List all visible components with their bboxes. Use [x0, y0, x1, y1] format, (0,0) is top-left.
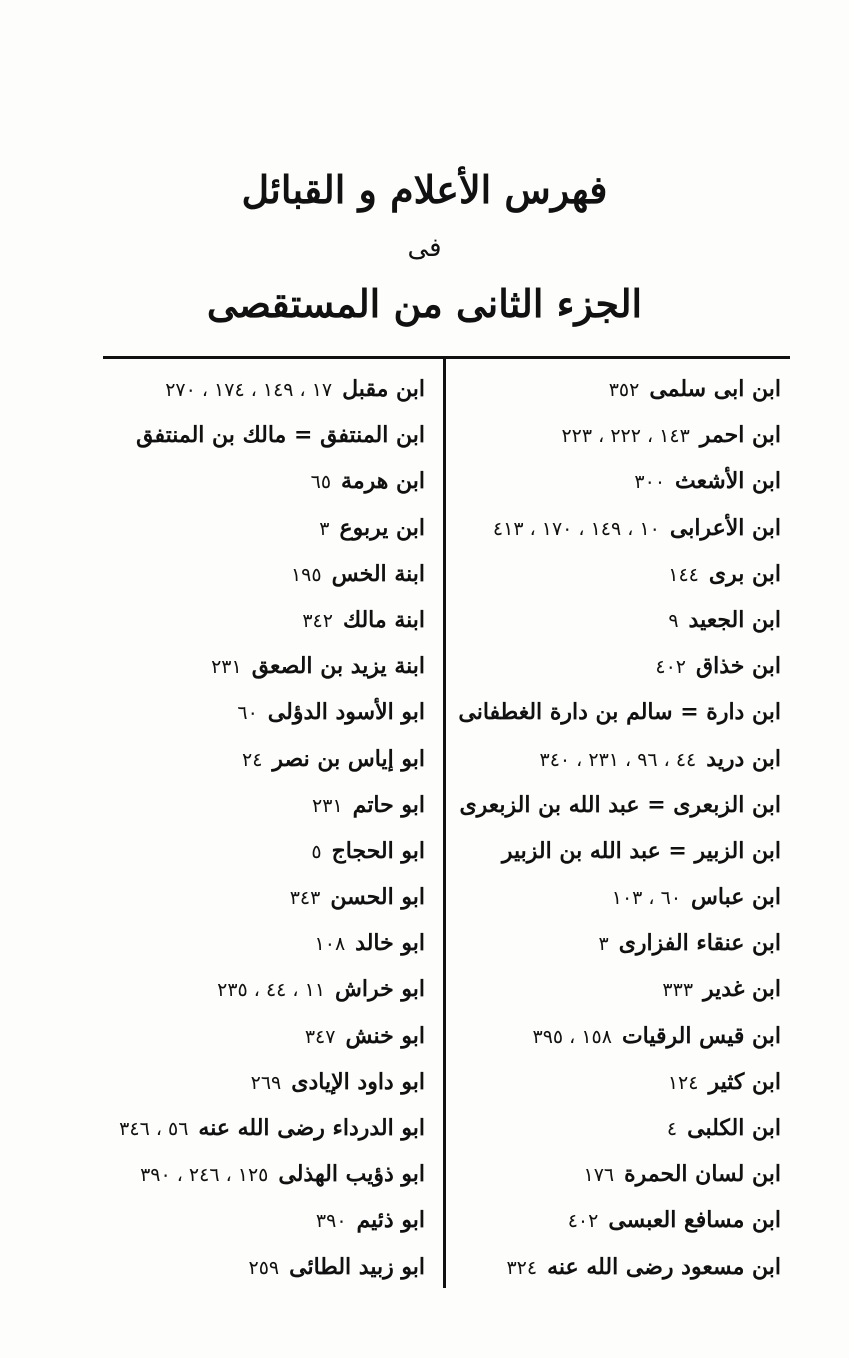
index-column-left — [95, 366, 425, 1290]
entry-pages: ٤ — [666, 1118, 678, 1140]
entry-pages: ٣٢٤ — [506, 1256, 538, 1279]
entry-pages: ١٧٦ — [583, 1164, 615, 1187]
entry-name: ابن دريد — [706, 745, 781, 772]
entry-name: ابن الكلبى — [687, 1115, 781, 1141]
index-entry — [421, 1013, 781, 1059]
entry-name: ابو زبيد الطائى — [289, 1253, 425, 1280]
entry-name: ابو الحسن — [330, 884, 425, 911]
index-entry — [95, 412, 425, 458]
entry-name: ابنة الخس — [331, 560, 425, 587]
entry-name: ابنة مالك — [342, 606, 425, 633]
entry-pages: ٣٣٣ — [662, 979, 694, 1002]
title-connector: فى — [407, 233, 442, 263]
entry-name: ابن المنتفق = مالك بن المنتفق — [136, 422, 425, 449]
entry-name: ابن عنقاء الفزارى — [618, 930, 781, 957]
index-entry — [95, 1059, 425, 1105]
entry-pages: ١٥٨ ، ٣٩٥ — [532, 1025, 612, 1048]
index-entry — [95, 689, 425, 735]
entry-name: ابن الجعيد — [688, 606, 781, 633]
index-column-right — [421, 366, 781, 1290]
entry-pages: ١٤٣ ، ٢٢٢ ، ٢٢٣ — [561, 425, 690, 448]
index-entry — [95, 366, 425, 412]
entry-name: ابن الزبير = عبد الله بن الزبير — [501, 837, 781, 864]
entry-pages: ١٠ ، ١٤٩ ، ١٧٠ ، ٤١٣ — [492, 517, 660, 540]
entry-pages: ٢٣١ — [312, 794, 343, 817]
entry-pages: ٣٤٧ — [304, 1025, 336, 1048]
entry-name: ابو الحجاج — [331, 837, 425, 864]
index-entry — [421, 643, 781, 689]
entry-name: ابن الزبعرى = عبد الله بن الزبعرى — [459, 791, 781, 818]
entry-pages: ٦٥ — [310, 471, 332, 494]
entry-name: ابن عباس — [691, 884, 781, 911]
entry-name: ابن خذاق — [696, 653, 781, 680]
index-entry — [95, 1013, 425, 1059]
index-entry — [421, 1151, 781, 1197]
index-entry — [95, 874, 425, 920]
index-entry — [95, 828, 425, 874]
entry-name: ابن هرمة — [341, 468, 425, 495]
page-subtitle: الجزء الثانى من المستقصى — [206, 281, 643, 326]
index-entry — [95, 1197, 425, 1243]
entry-pages: ٢٥٩ — [248, 1256, 280, 1279]
index-entry — [95, 920, 425, 966]
page-title: فهرس الأعلام و القبائل — [241, 167, 608, 212]
entry-pages: ٣٠٠ — [634, 471, 666, 494]
index-entry — [421, 366, 781, 412]
header-rule — [103, 356, 790, 359]
entry-pages: ٩ — [668, 609, 679, 632]
index-entry — [95, 643, 425, 689]
index-entry — [95, 736, 425, 782]
entry-name: ابن مسافع العبسى — [608, 1207, 781, 1234]
entry-name: ابن الأعرابى — [669, 514, 781, 541]
index-entry — [421, 505, 781, 551]
entry-name: ابن ابى سلمى — [649, 376, 781, 402]
entry-name: ابو خالد — [355, 930, 425, 957]
entry-name: ابو خنش — [345, 1022, 425, 1049]
index-entry — [95, 597, 425, 643]
entry-name: ابو إياس بن نصر — [272, 745, 425, 772]
entry-name: ابو ذؤيب الهذلى — [278, 1161, 425, 1188]
entry-pages: ٢٤ — [241, 748, 263, 771]
index-entry — [95, 551, 425, 597]
entry-pages: ٣٤٢ — [302, 609, 333, 632]
entry-pages: ٦٠ ، ١٠٣ — [611, 887, 682, 910]
entry-name: ابن احمر — [699, 422, 781, 449]
index-entry — [421, 551, 781, 597]
index-entry — [421, 1059, 781, 1105]
entry-pages: ٤٠٢ — [655, 656, 687, 679]
entry-name: ابن يربوع — [339, 514, 425, 541]
entry-pages: ١١ ، ٤٤ ، ٢٣٥ — [217, 979, 326, 1002]
entry-pages: ٥ — [311, 840, 322, 863]
index-entry — [421, 1197, 781, 1243]
entry-pages: ١٢٥ ، ٢٤٦ ، ٣٩٠ — [140, 1164, 269, 1187]
entry-name: ابن كثير — [708, 1068, 781, 1095]
index-entry — [421, 920, 781, 966]
entry-name: ابن مسعود رضى الله عنه — [547, 1253, 781, 1280]
entry-name: ابن الأشعث — [675, 468, 781, 495]
index-entry — [421, 458, 781, 504]
entry-pages: ١٢٤ — [667, 1071, 699, 1094]
entry-name: ابنة يزيد بن الصعق — [251, 653, 425, 680]
index-entry — [421, 1244, 781, 1290]
entry-pages: ٣٥٢ — [608, 379, 640, 401]
entry-pages: ٣ — [598, 933, 609, 956]
entry-name: ابن لسان الحمرة — [624, 1161, 781, 1188]
index-entry — [95, 505, 425, 551]
entry-name: ابو ذئيم — [356, 1207, 425, 1234]
index-entry — [95, 1151, 425, 1197]
entry-pages: ١٩٥ — [290, 563, 322, 586]
entry-pages: ٣٤٣ — [289, 887, 321, 910]
entry-name: ابن دارة = سالم بن دارة الغطفانى — [458, 699, 781, 726]
index-entry — [421, 828, 781, 874]
index-entry — [421, 736, 781, 782]
entry-name: ابن برى — [708, 560, 781, 587]
entry-pages: ٣٩٠ — [315, 1210, 347, 1233]
index-entry — [421, 966, 781, 1012]
entry-pages: ٢٣١ — [211, 656, 242, 679]
entry-name: ابن غدير — [703, 976, 781, 1003]
title-block — [0, 160, 849, 334]
index-entry — [421, 412, 781, 458]
entry-name: ابو الدرداء رضى الله عنه — [198, 1115, 425, 1141]
entry-pages: ٤٤ ، ٩٦ ، ٢٣١ ، ٣٤٠ — [539, 748, 697, 771]
index-entry — [95, 1244, 425, 1290]
entry-pages: ٢٦٩ — [250, 1071, 282, 1094]
index-entry — [421, 874, 781, 920]
entry-pages: ٣ — [319, 517, 330, 540]
entry-pages: ١٧ ، ١٤٩ ، ١٧٤ ، ٢٧٠ — [165, 379, 333, 401]
index-entry — [421, 597, 781, 643]
entry-pages: ١٤٤ — [668, 563, 699, 586]
entry-name: ابو خراش — [335, 976, 425, 1003]
index-entry — [95, 966, 425, 1012]
entry-name: ابو حاتم — [352, 791, 425, 818]
entry-pages: ٤٠٢ — [567, 1210, 599, 1233]
entry-name: ابو داود الإيادى — [291, 1068, 425, 1095]
entry-pages: ٦٠ — [237, 702, 258, 725]
index-entry — [421, 782, 781, 828]
index-entry — [95, 1105, 425, 1151]
entry-pages: ٥٦ ، ٣٤٦ — [119, 1118, 189, 1140]
index-entry — [95, 458, 425, 504]
entry-pages: ١٠٨ — [314, 933, 346, 956]
index-entry — [421, 689, 781, 735]
index-entry — [95, 782, 425, 828]
index-entry — [421, 1105, 781, 1151]
entry-name: ابن مقبل — [342, 376, 425, 402]
entry-name: ابن قيس الرقيات — [621, 1022, 781, 1049]
entry-name: ابو الأسود الدؤلى — [267, 699, 425, 726]
